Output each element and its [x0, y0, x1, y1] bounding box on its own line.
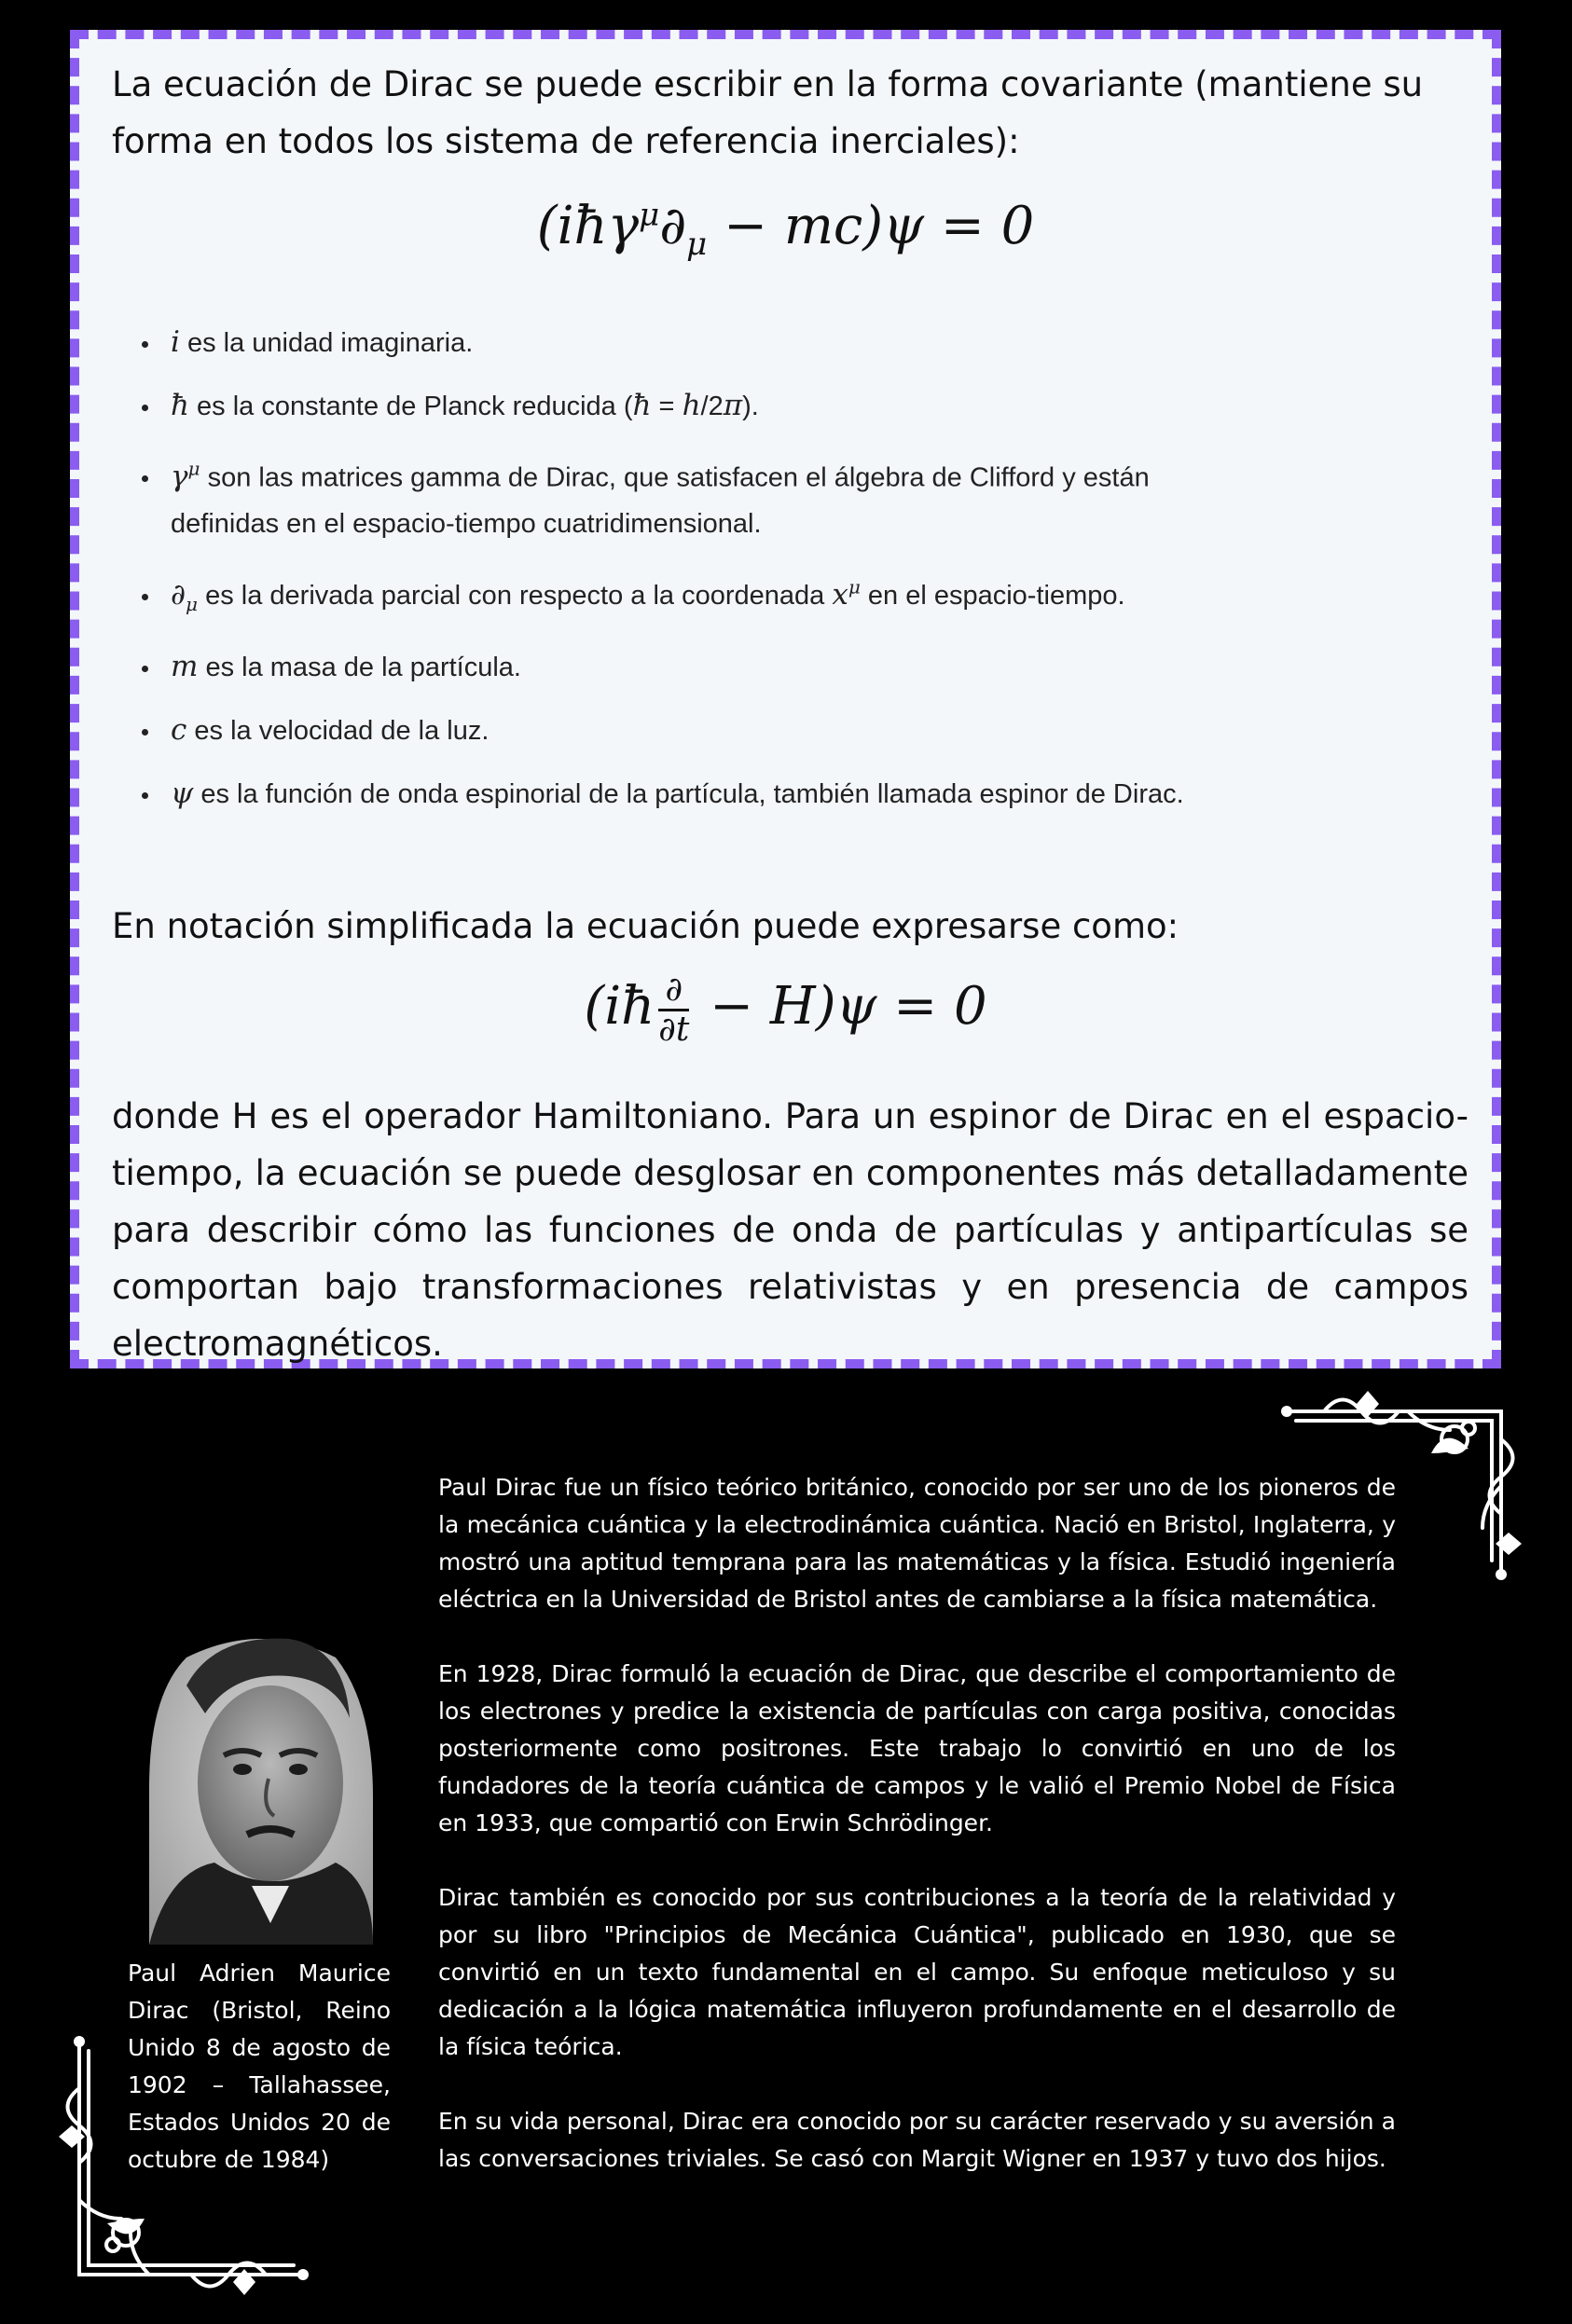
list-item: [161, 770, 1234, 818]
list-item: [161, 319, 1234, 366]
list-item: [161, 563, 1234, 627]
list-item: [161, 707, 1234, 754]
term-symbol: $\partial_\mu$: [171, 577, 199, 615]
partial-fraction: $\frac{\partial}{\partial t}$: [658, 970, 690, 1049]
bio-paragraph: Paul Dirac fue un físico teórico británico, conocido por ser uno de los pioneros de la mecánica cuántica y la electrodinámica cuántica. Nació en Bristol, Inglaterra, y mostró una aptitud temprana para las matemáticas y la física. Estudió ingeniería eléctrica en la Universidad de Bristol antes de cambiarse a la física matemática.: [438, 1474, 1396, 1613]
term-text: es la velocidad de la luz.: [186, 715, 490, 746]
term-list: [112, 319, 1234, 833]
simplified-heading: En notación simplificada la ecuación puede expresarse como:: [112, 906, 1179, 946]
biography: [438, 1469, 1396, 2215]
term-text: es la masa de la partícula.: [198, 652, 521, 682]
term-symbol: i: [171, 325, 180, 359]
term-text: son las matrices gamma de Dirac, que satisfacen el álgebra de Clifford y están definidas en el espacio-tiempo cuatridimensional.: [171, 462, 1150, 540]
term-symbol: ψ: [171, 776, 194, 810]
term-symbol: ħ: [171, 389, 189, 422]
portrait-caption: Paul Adrien Maurice Dirac (Bristol, Reino Unido 8 de agosto de 1902 – Tallahassee, Estados Unidos 20 de octubre de 1984): [128, 1960, 391, 2173]
bio-paragraph: En su vida personal, Dirac era conocido por su carácter reservado y su aversión a las conversaciones triviales. Se casó con Margit Wigner en 1937 y tuvo dos hijos.: [438, 2108, 1396, 2172]
term-text: es la constante de Planck reducida (ħ = h/2π).: [188, 389, 759, 422]
portrait-photo: [149, 1630, 373, 1945]
equation-panel: [70, 30, 1501, 1368]
term-symbol: c: [171, 712, 187, 747]
term-symbol: m: [171, 649, 199, 683]
term-text: es la unidad imaginaria.: [179, 328, 474, 358]
list-item: [161, 446, 1234, 547]
dirac-equation-covariant: $(iħ\gamma^\mu\partial_\mu - mc)\psi = 0$: [536, 196, 1035, 264]
hamiltonian-paragraph: donde H es el operador Hamiltoniano. Para un espinor de Dirac en el espacio-tiempo, la ecuación se puede desglosar en componentes más detalladamente para describir cómo las funciones de onda de partículas y antipartículas se comportan bajo transformaciones relativistas y en presencia de campos electromagnéticos.: [112, 1096, 1469, 1364]
list-item: [161, 643, 1234, 691]
term-text: es la derivada parcial con respecto a la coordenada $x^\mu$ en el espacio-tiempo.: [198, 575, 1125, 612]
list-item: [161, 382, 1234, 430]
term-text: es la función de onda espinorial de la partícula, también llamada espinor de Dirac.: [193, 778, 1184, 809]
bio-paragraph: Dirac también es conocido por sus contribuciones a la teoría de la relatividad y por su libro "Principios de Mecánica Cuántica", publicado en 1930, que se convirtió en un texto fundamental en el campo. Su enfoque meticuloso y su dedicación a la lógica matemática influyeron profundamente en el desarrollo de la física teórica.: [438, 1884, 1396, 2060]
lead-paragraph: La ecuación de Dirac se puede escribir en la forma covariante (mantiene su forma en todos los sistema de referencia inerciales):: [112, 64, 1424, 161]
term-symbol: $\gamma^\mu$: [171, 458, 200, 494]
bio-paragraph: En 1928, Dirac formuló la ecuación de Dirac, que describe el comportamiento de los electrones y predice la existencia de partículas con carga positiva, conocidas posteriormente como positrones. Este trabajo lo convirtió en uno de los fundadores de la teoría cuántica de campos y le valió el Premio Nobel de Física en 1933, que compartió con Erwin Schrödinger.: [438, 1660, 1396, 1836]
dirac-equation-simplified: (iħ $\frac{\partial}{\partial t}$ − H)ψ = 0: [584, 970, 987, 1049]
